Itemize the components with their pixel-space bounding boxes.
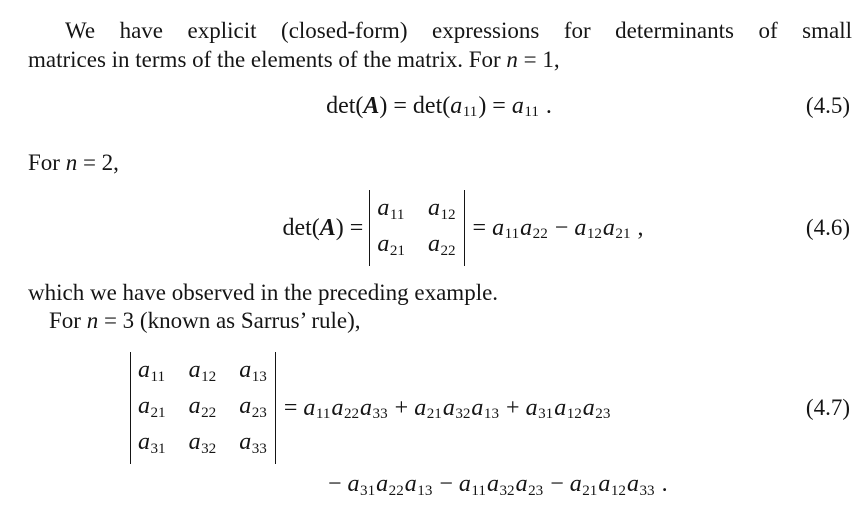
matrix-2x2: a11 a12 a21 a22 xyxy=(369,190,464,266)
intro-line-2: matrices in terms of the elements of the matrix. For n = 1, xyxy=(28,47,560,72)
paragraph-for-n-3: For n = 3 (known as Sarrus’ rule), xyxy=(49,308,361,333)
equation-4-7-line2: − a31a22a13 − a11a32a23 − a21a12a33 . xyxy=(328,471,668,499)
matrix-3x3: a11 a12 a13 a21 a22 a23 a31 a32 a33 xyxy=(130,352,276,464)
equation-4-6-rhs: = a11a22 − a12a21 , xyxy=(472,214,644,243)
equation-4-7-line1: = a11a22a33 + a21a32a13 + a31a12a23 xyxy=(283,394,611,423)
equation-4-7 xyxy=(130,352,850,498)
equation-number-4-7: (4.7) xyxy=(805,395,850,420)
equation-4-6-lhs: det(A) = xyxy=(282,214,370,241)
equation-4-7-row-1 xyxy=(130,352,850,464)
equation-4-6-math xyxy=(282,190,643,266)
equation-4-6 xyxy=(28,189,850,267)
equation-4-5-math: det(A) = det(a11) = a11 . xyxy=(326,92,552,121)
equation-number-4-5: (4.5) xyxy=(805,93,850,118)
equation-number-4-6: (4.6) xyxy=(805,215,850,240)
intro-paragraph xyxy=(28,16,852,74)
intro-line-1: We have explicit (closed-form) expressions for determinants of small xyxy=(65,18,852,43)
equation-4-5 xyxy=(28,86,850,126)
paragraph-observed: which we have observed in the preceding example. xyxy=(28,280,499,305)
paragraph-for-n-2: For n = 2, xyxy=(28,150,119,175)
